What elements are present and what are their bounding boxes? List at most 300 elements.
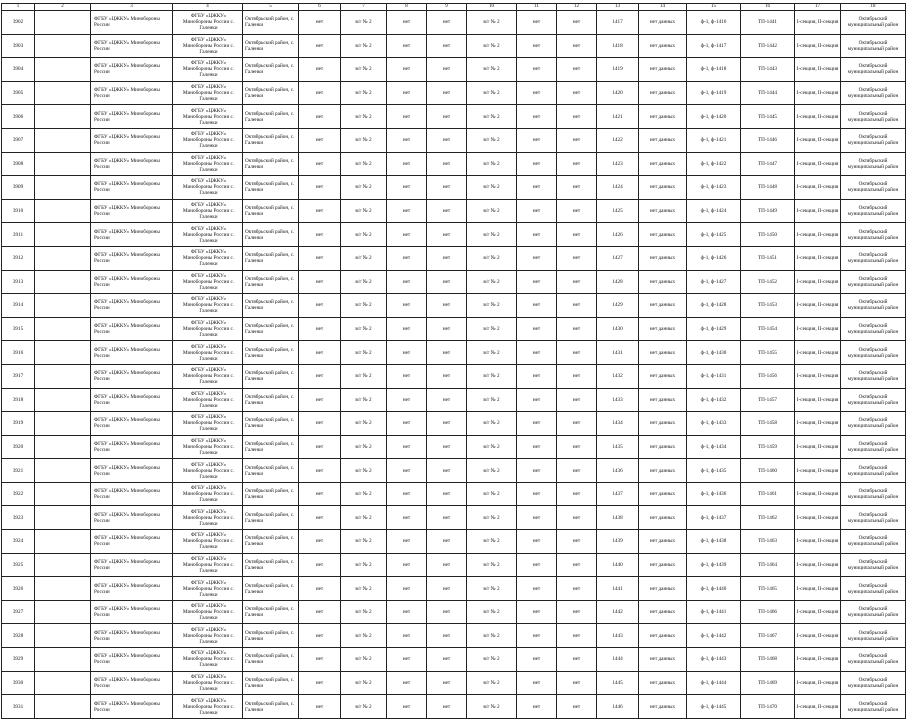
col9-cell: нет <box>427 128 467 152</box>
col6-cell: нет <box>299 506 341 530</box>
agency-cell: ФГБУ «ЦЖКУ» Минобороны России с. Галенки <box>173 648 243 672</box>
military-town-cell: в/г № 2 <box>341 294 387 318</box>
military-town-2-cell: в/г № 2 <box>467 364 517 388</box>
region-cell: Октябрьский муниципальный район <box>841 530 906 554</box>
status-cell: нет данных <box>639 11 687 35</box>
feeder-cell: ф-1, ф-1437 <box>687 506 741 530</box>
substation-cell: ТП-1461 <box>741 482 795 506</box>
military-town-cell: в/г № 2 <box>341 317 387 341</box>
agency-cell: ФГБУ «ЦЖКУ» Минобороны России с. Галенки <box>173 81 243 105</box>
district-cell: Октябрьский район, с. Галенки <box>243 435 299 459</box>
table-row <box>2 412 906 436</box>
col9-cell: нет <box>427 530 467 554</box>
section-cell: I-секция, II-секция <box>795 105 841 129</box>
column-number-header-row <box>2 4 906 11</box>
status-cell: нет данных <box>639 199 687 223</box>
substation-cell: ТП-1446 <box>741 128 795 152</box>
section-cell: I-секция, II-секция <box>795 624 841 648</box>
region-cell: Октябрьский муниципальный район <box>841 152 906 176</box>
col8-cell: нет <box>387 412 427 436</box>
col12-cell: нет <box>557 412 597 436</box>
agency-cell: ФГБУ «ЦЖКУ» Минобороны России с. Галенки <box>173 34 243 58</box>
empty-cell <box>35 199 91 223</box>
col8-cell: нет <box>387 530 427 554</box>
agency-cell: ФГБУ «ЦЖКУ» Минобороны России с. Галенки <box>173 11 243 35</box>
col8-cell: нет <box>387 246 427 270</box>
military-town-2-cell: в/г № 2 <box>467 128 517 152</box>
status-cell: нет данных <box>639 388 687 412</box>
col12-cell: нет <box>557 152 597 176</box>
district-cell: Октябрьский район, с. Галенки <box>243 530 299 554</box>
section-cell: I-секция, II-секция <box>795 648 841 672</box>
military-town-2-cell: в/г № 2 <box>467 317 517 341</box>
col11-cell: нет <box>517 530 557 554</box>
col11-cell: нет <box>517 388 557 412</box>
military-town-2-cell: в/г № 2 <box>467 506 517 530</box>
military-town-2-cell: в/г № 2 <box>467 223 517 247</box>
region-cell: Октябрьский муниципальный район <box>841 34 906 58</box>
register-table <box>1 3 906 719</box>
substation-cell: ТП-1453 <box>741 294 795 318</box>
table-row <box>2 695 906 719</box>
col9-cell: нет <box>427 223 467 247</box>
military-town-cell: в/г № 2 <box>341 553 387 577</box>
column-number-header: 2 <box>35 4 91 11</box>
object-number-cell: 1445 <box>597 671 639 695</box>
substation-cell: ТП-1465 <box>741 577 795 601</box>
feeder-cell: ф-1, ф-1421 <box>687 128 741 152</box>
status-cell: нет данных <box>639 105 687 129</box>
record-number-cell: 3907 <box>2 128 35 152</box>
substation-cell: ТП-1460 <box>741 459 795 483</box>
col8-cell: нет <box>387 294 427 318</box>
col9-cell: нет <box>427 58 467 82</box>
table-row <box>2 459 906 483</box>
object-number-cell: 1418 <box>597 34 639 58</box>
table-row <box>2 506 906 530</box>
district-cell: Октябрьский район, с. Галенки <box>243 577 299 601</box>
col8-cell: нет <box>387 388 427 412</box>
col11-cell: нет <box>517 553 557 577</box>
table-row <box>2 482 906 506</box>
military-town-2-cell: в/г № 2 <box>467 81 517 105</box>
table-row <box>2 388 906 412</box>
substation-cell: ТП-1459 <box>741 435 795 459</box>
military-town-2-cell: в/г № 2 <box>467 58 517 82</box>
table-row <box>2 671 906 695</box>
table-row <box>2 577 906 601</box>
military-town-2-cell: в/г № 2 <box>467 459 517 483</box>
col6-cell: нет <box>299 270 341 294</box>
substation-cell: ТП-1445 <box>741 105 795 129</box>
col8-cell: нет <box>387 577 427 601</box>
owner-cell: ФГБУ «ЦЖКУ» Минобороны России <box>91 317 173 341</box>
empty-cell <box>35 246 91 270</box>
owner-cell: ФГБУ «ЦЖКУ» Минобороны России <box>91 176 173 200</box>
substation-cell: ТП-1455 <box>741 341 795 365</box>
owner-cell: ФГБУ «ЦЖКУ» Минобороны России <box>91 600 173 624</box>
substation-cell: ТП-1452 <box>741 270 795 294</box>
object-number-cell: 1442 <box>597 600 639 624</box>
district-cell: Октябрьский район, с. Галенки <box>243 388 299 412</box>
status-cell: нет данных <box>639 624 687 648</box>
section-cell: I-секция, II-секция <box>795 577 841 601</box>
empty-cell <box>35 482 91 506</box>
empty-cell <box>35 577 91 601</box>
col8-cell: нет <box>387 81 427 105</box>
col6-cell: нет <box>299 553 341 577</box>
col11-cell: нет <box>517 341 557 365</box>
region-cell: Октябрьский муниципальный район <box>841 223 906 247</box>
substation-cell: ТП-1463 <box>741 530 795 554</box>
col6-cell: нет <box>299 695 341 719</box>
empty-cell <box>35 530 91 554</box>
col6-cell: нет <box>299 11 341 35</box>
military-town-2-cell: в/г № 2 <box>467 577 517 601</box>
col6-cell: нет <box>299 199 341 223</box>
military-town-cell: в/г № 2 <box>341 34 387 58</box>
object-number-cell: 1446 <box>597 695 639 719</box>
table-row <box>2 530 906 554</box>
col12-cell: нет <box>557 577 597 601</box>
empty-cell <box>35 152 91 176</box>
object-number-cell: 1440 <box>597 553 639 577</box>
status-cell: нет данных <box>639 577 687 601</box>
section-cell: I-секция, II-секция <box>795 11 841 35</box>
col11-cell: нет <box>517 152 557 176</box>
military-town-cell: в/г № 2 <box>341 81 387 105</box>
table-row <box>2 294 906 318</box>
military-town-2-cell: в/г № 2 <box>467 624 517 648</box>
status-cell: нет данных <box>639 128 687 152</box>
col12-cell: нет <box>557 648 597 672</box>
empty-cell <box>35 600 91 624</box>
table-row <box>2 105 906 129</box>
agency-cell: ФГБУ «ЦЖКУ» Минобороны России с. Галенки <box>173 459 243 483</box>
military-town-cell: в/г № 2 <box>341 482 387 506</box>
col9-cell: нет <box>427 482 467 506</box>
owner-cell: ФГБУ «ЦЖКУ» Минобороны России <box>91 671 173 695</box>
district-cell: Октябрьский район, с. Галенки <box>243 695 299 719</box>
military-town-cell: в/г № 2 <box>341 530 387 554</box>
region-cell: Октябрьский муниципальный район <box>841 648 906 672</box>
column-number-header: 8 <box>387 4 427 11</box>
col8-cell: нет <box>387 317 427 341</box>
col9-cell: нет <box>427 105 467 129</box>
col8-cell: нет <box>387 223 427 247</box>
empty-cell <box>35 459 91 483</box>
section-cell: I-секция, II-секция <box>795 223 841 247</box>
empty-cell <box>35 388 91 412</box>
record-number-cell: 3908 <box>2 152 35 176</box>
record-number-cell: 3920 <box>2 435 35 459</box>
table-row <box>2 317 906 341</box>
col11-cell: нет <box>517 648 557 672</box>
owner-cell: ФГБУ «ЦЖКУ» Минобороны России <box>91 128 173 152</box>
substation-cell: ТП-1450 <box>741 223 795 247</box>
status-cell: нет данных <box>639 648 687 672</box>
agency-cell: ФГБУ «ЦЖКУ» Минобороны России с. Галенки <box>173 671 243 695</box>
record-number-cell: 3927 <box>2 600 35 624</box>
column-number-header: 5 <box>243 4 299 11</box>
district-cell: Октябрьский район, с. Галенки <box>243 341 299 365</box>
col8-cell: нет <box>387 648 427 672</box>
col11-cell: нет <box>517 11 557 35</box>
empty-cell <box>35 435 91 459</box>
district-cell: Октябрьский район, с. Галенки <box>243 152 299 176</box>
table-row <box>2 624 906 648</box>
object-number-cell: 1439 <box>597 530 639 554</box>
empty-cell <box>35 270 91 294</box>
object-number-cell: 1419 <box>597 58 639 82</box>
substation-cell: ТП-1449 <box>741 199 795 223</box>
agency-cell: ФГБУ «ЦЖКУ» Минобороны России с. Галенки <box>173 506 243 530</box>
object-number-cell: 1443 <box>597 624 639 648</box>
record-number-cell: 3911 <box>2 223 35 247</box>
col6-cell: нет <box>299 34 341 58</box>
military-town-cell: в/г № 2 <box>341 152 387 176</box>
empty-cell <box>35 364 91 388</box>
feeder-cell: ф-1, ф-1436 <box>687 482 741 506</box>
military-town-cell: в/г № 2 <box>341 128 387 152</box>
table-row <box>2 246 906 270</box>
region-cell: Октябрьский муниципальный район <box>841 412 906 436</box>
object-number-cell: 1429 <box>597 294 639 318</box>
substation-cell: ТП-1454 <box>741 317 795 341</box>
col8-cell: нет <box>387 553 427 577</box>
col9-cell: нет <box>427 176 467 200</box>
record-number-cell: 3919 <box>2 412 35 436</box>
record-number-cell: 3918 <box>2 388 35 412</box>
empty-cell <box>35 341 91 365</box>
feeder-cell: ф-1, ф-1427 <box>687 270 741 294</box>
col9-cell: нет <box>427 246 467 270</box>
owner-cell: ФГБУ «ЦЖКУ» Минобороны России <box>91 294 173 318</box>
col12-cell: нет <box>557 294 597 318</box>
col8-cell: нет <box>387 506 427 530</box>
empty-cell <box>35 671 91 695</box>
military-town-2-cell: в/г № 2 <box>467 530 517 554</box>
substation-cell: ТП-1443 <box>741 58 795 82</box>
section-cell: I-секция, II-секция <box>795 58 841 82</box>
object-number-cell: 1441 <box>597 577 639 601</box>
col6-cell: нет <box>299 459 341 483</box>
record-number-cell: 3926 <box>2 577 35 601</box>
military-town-cell: в/г № 2 <box>341 624 387 648</box>
substation-cell: ТП-1468 <box>741 648 795 672</box>
feeder-cell: ф-1, ф-1423 <box>687 176 741 200</box>
feeder-cell: ф-1, ф-1440 <box>687 577 741 601</box>
column-number-header: 15 <box>687 4 741 11</box>
object-number-cell: 1427 <box>597 246 639 270</box>
substation-cell: ТП-1457 <box>741 388 795 412</box>
feeder-cell: ф-1, ф-1443 <box>687 648 741 672</box>
col8-cell: нет <box>387 671 427 695</box>
region-cell: Октябрьский муниципальный район <box>841 341 906 365</box>
military-town-2-cell: в/г № 2 <box>467 270 517 294</box>
region-cell: Октябрьский муниципальный район <box>841 482 906 506</box>
col11-cell: нет <box>517 199 557 223</box>
col11-cell: нет <box>517 412 557 436</box>
status-cell: нет данных <box>639 671 687 695</box>
district-cell: Октябрьский район, с. Галенки <box>243 199 299 223</box>
col12-cell: нет <box>557 530 597 554</box>
section-cell: I-секция, II-секция <box>795 530 841 554</box>
military-town-2-cell: в/г № 2 <box>467 553 517 577</box>
col12-cell: нет <box>557 341 597 365</box>
col11-cell: нет <box>517 81 557 105</box>
substation-cell: ТП-1448 <box>741 176 795 200</box>
section-cell: I-секция, II-секция <box>795 482 841 506</box>
district-cell: Октябрьский район, с. Галенки <box>243 459 299 483</box>
status-cell: нет данных <box>639 246 687 270</box>
feeder-cell: ф-1, ф-1426 <box>687 246 741 270</box>
region-cell: Октябрьский муниципальный район <box>841 58 906 82</box>
table-row <box>2 58 906 82</box>
substation-cell: ТП-1458 <box>741 412 795 436</box>
col12-cell: нет <box>557 317 597 341</box>
substation-cell: ТП-1464 <box>741 553 795 577</box>
district-cell: Октябрьский район, с. Галенки <box>243 128 299 152</box>
object-number-cell: 1430 <box>597 317 639 341</box>
col8-cell: нет <box>387 364 427 388</box>
record-number-cell: 3931 <box>2 695 35 719</box>
col9-cell: нет <box>427 199 467 223</box>
owner-cell: ФГБУ «ЦЖКУ» Минобороны России <box>91 695 173 719</box>
col6-cell: нет <box>299 81 341 105</box>
status-cell: нет данных <box>639 317 687 341</box>
feeder-cell: ф-1, ф-1428 <box>687 294 741 318</box>
military-town-cell: в/г № 2 <box>341 11 387 35</box>
col6-cell: нет <box>299 58 341 82</box>
col9-cell: нет <box>427 34 467 58</box>
section-cell: I-секция, II-секция <box>795 388 841 412</box>
region-cell: Октябрьский муниципальный район <box>841 81 906 105</box>
military-town-2-cell: в/г № 2 <box>467 671 517 695</box>
region-cell: Октябрьский муниципальный район <box>841 459 906 483</box>
owner-cell: ФГБУ «ЦЖКУ» Минобороны России <box>91 648 173 672</box>
col11-cell: нет <box>517 34 557 58</box>
col8-cell: нет <box>387 341 427 365</box>
col12-cell: нет <box>557 58 597 82</box>
status-cell: нет данных <box>639 506 687 530</box>
district-cell: Октябрьский район, с. Галенки <box>243 11 299 35</box>
region-cell: Октябрьский муниципальный район <box>841 671 906 695</box>
district-cell: Октябрьский район, с. Галенки <box>243 105 299 129</box>
col9-cell: нет <box>427 435 467 459</box>
agency-cell: ФГБУ «ЦЖКУ» Минобороны России с. Галенки <box>173 341 243 365</box>
owner-cell: ФГБУ «ЦЖКУ» Минобороны России <box>91 435 173 459</box>
section-cell: I-секция, II-секция <box>795 412 841 436</box>
region-cell: Октябрьский муниципальный район <box>841 128 906 152</box>
col12-cell: нет <box>557 34 597 58</box>
col12-cell: нет <box>557 199 597 223</box>
agency-cell: ФГБУ «ЦЖКУ» Минобороны России с. Галенки <box>173 294 243 318</box>
substation-cell: ТП-1470 <box>741 695 795 719</box>
col12-cell: нет <box>557 435 597 459</box>
status-cell: нет данных <box>639 600 687 624</box>
region-cell: Октябрьский муниципальный район <box>841 176 906 200</box>
col8-cell: нет <box>387 128 427 152</box>
column-number-header: 13 <box>597 4 639 11</box>
col8-cell: нет <box>387 600 427 624</box>
agency-cell: ФГБУ «ЦЖКУ» Минобороны России с. Галенки <box>173 152 243 176</box>
table-row <box>2 648 906 672</box>
region-cell: Октябрьский муниципальный район <box>841 294 906 318</box>
record-number-cell: 3924 <box>2 530 35 554</box>
military-town-cell: в/г № 2 <box>341 246 387 270</box>
feeder-cell: ф-1, ф-1432 <box>687 388 741 412</box>
owner-cell: ФГБУ «ЦЖКУ» Минобороны России <box>91 530 173 554</box>
status-cell: нет данных <box>639 34 687 58</box>
military-town-2-cell: в/г № 2 <box>467 246 517 270</box>
feeder-cell: ф-1, ф-1431 <box>687 364 741 388</box>
empty-cell <box>35 553 91 577</box>
col8-cell: нет <box>387 482 427 506</box>
col9-cell: нет <box>427 317 467 341</box>
owner-cell: ФГБУ «ЦЖКУ» Минобороны России <box>91 341 173 365</box>
col12-cell: нет <box>557 105 597 129</box>
col11-cell: нет <box>517 600 557 624</box>
owner-cell: ФГБУ «ЦЖКУ» Минобороны России <box>91 223 173 247</box>
section-cell: I-секция, II-секция <box>795 695 841 719</box>
district-cell: Октябрьский район, с. Галенки <box>243 482 299 506</box>
table-row <box>2 34 906 58</box>
col11-cell: нет <box>517 223 557 247</box>
agency-cell: ФГБУ «ЦЖКУ» Минобороны России с. Галенки <box>173 176 243 200</box>
col6-cell: нет <box>299 105 341 129</box>
col8-cell: нет <box>387 176 427 200</box>
col8-cell: нет <box>387 34 427 58</box>
region-cell: Октябрьский муниципальный район <box>841 435 906 459</box>
owner-cell: ФГБУ «ЦЖКУ» Минобороны России <box>91 459 173 483</box>
empty-cell <box>35 34 91 58</box>
col6-cell: нет <box>299 624 341 648</box>
table-row <box>2 223 906 247</box>
column-number-header: 10 <box>467 4 517 11</box>
status-cell: нет данных <box>639 81 687 105</box>
region-cell: Октябрьский муниципальный район <box>841 270 906 294</box>
region-cell: Октябрьский муниципальный район <box>841 624 906 648</box>
agency-cell: ФГБУ «ЦЖКУ» Минобороны России с. Галенки <box>173 577 243 601</box>
status-cell: нет данных <box>639 176 687 200</box>
table-row <box>2 11 906 35</box>
col6-cell: нет <box>299 412 341 436</box>
military-town-cell: в/г № 2 <box>341 506 387 530</box>
military-town-cell: в/г № 2 <box>341 364 387 388</box>
district-cell: Октябрьский район, с. Галенки <box>243 270 299 294</box>
feeder-cell: ф-1, ф-1439 <box>687 553 741 577</box>
military-town-2-cell: в/г № 2 <box>467 176 517 200</box>
col11-cell: нет <box>517 459 557 483</box>
column-number-header: 16 <box>741 4 795 11</box>
agency-cell: ФГБУ «ЦЖКУ» Минобороны России с. Галенки <box>173 364 243 388</box>
section-cell: I-секция, II-секция <box>795 459 841 483</box>
agency-cell: ФГБУ «ЦЖКУ» Минобороны России с. Галенки <box>173 600 243 624</box>
object-number-cell: 1436 <box>597 459 639 483</box>
owner-cell: ФГБУ «ЦЖКУ» Минобороны России <box>91 34 173 58</box>
col12-cell: нет <box>557 128 597 152</box>
status-cell: нет данных <box>639 223 687 247</box>
record-number-cell: 3906 <box>2 105 35 129</box>
col11-cell: нет <box>517 577 557 601</box>
object-number-cell: 1424 <box>597 176 639 200</box>
owner-cell: ФГБУ «ЦЖКУ» Минобороны России <box>91 152 173 176</box>
substation-cell: ТП-1442 <box>741 34 795 58</box>
status-cell: нет данных <box>639 459 687 483</box>
table-row <box>2 364 906 388</box>
region-cell: Октябрьский муниципальный район <box>841 105 906 129</box>
